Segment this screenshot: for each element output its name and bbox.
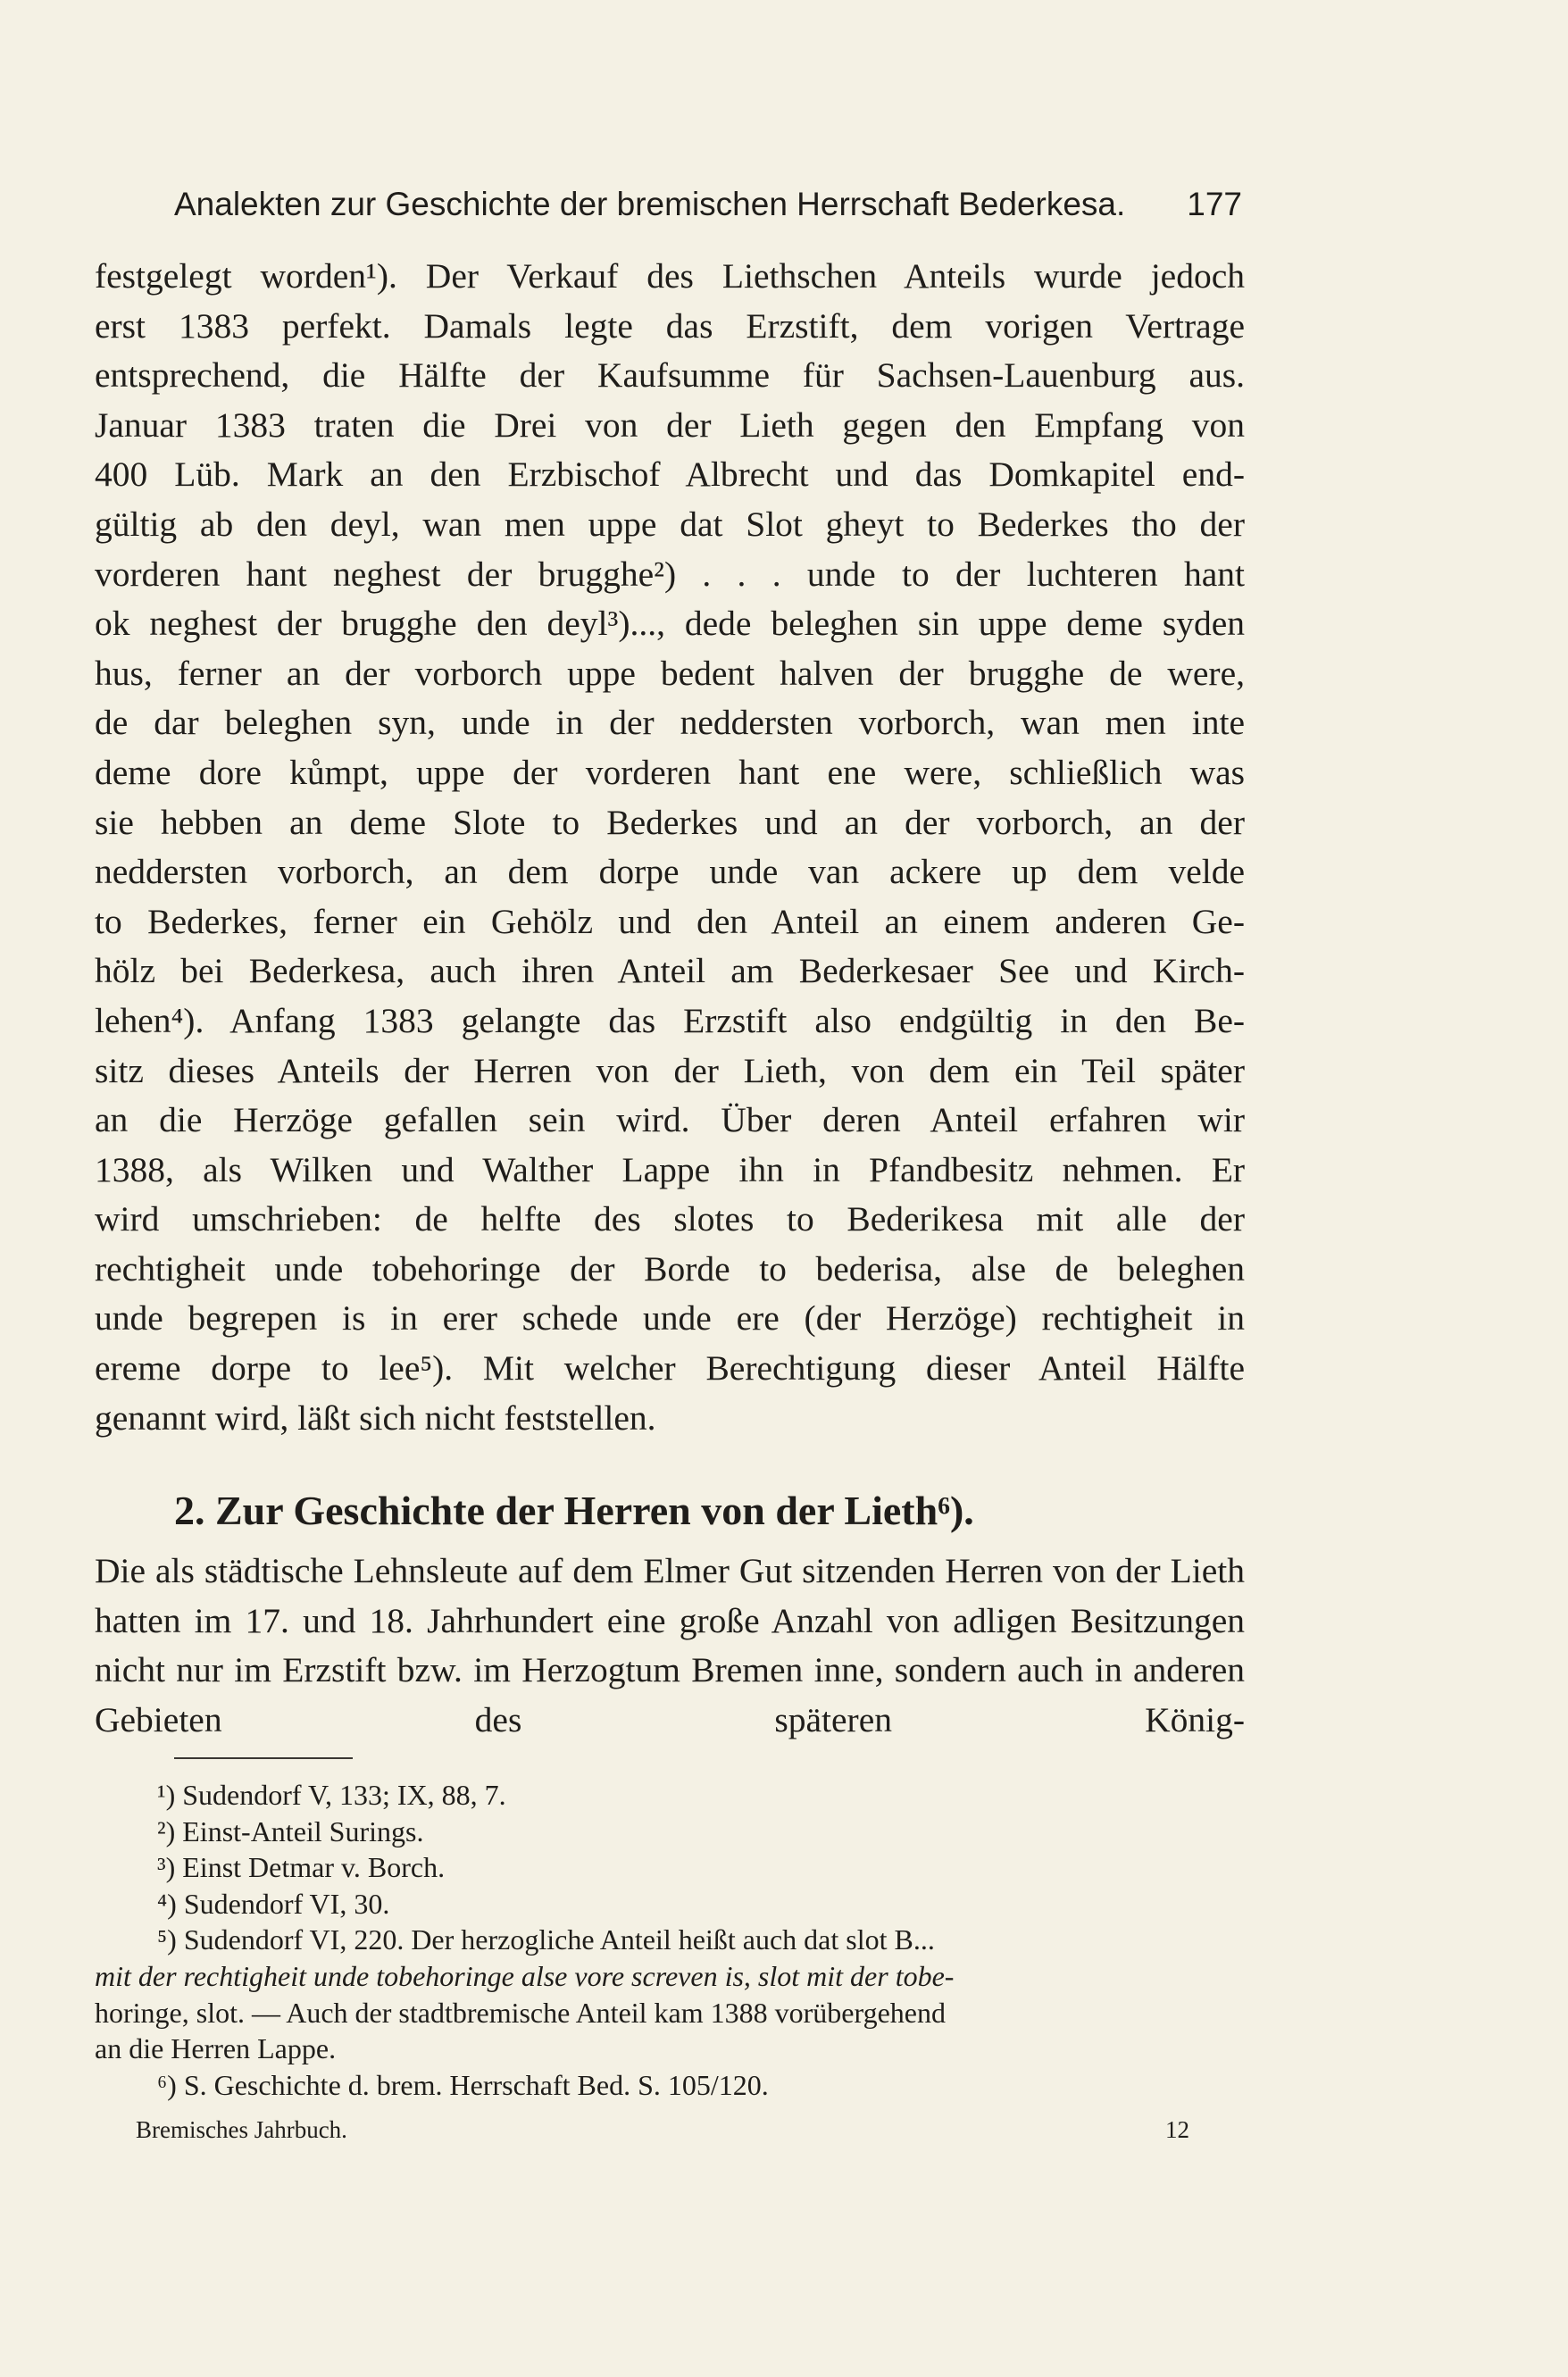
- body-line: ok neghest der brugghe den deyl³)..., dede beleghen sin uppe deme syden: [95, 604, 1245, 644]
- body-line: lehen⁴). Anfang 1383 gelangte das Erzstift also endgültig in den Be-: [95, 1000, 1245, 1040]
- footnote-5: ⁵) Sudendorf VI, 220. Der herzogliche Anteil heißt auch dat slot B...: [157, 1923, 935, 1956]
- body-line: vorderen hant neghest der brugghe²) . . . unde to der luchteren hant: [95, 554, 1245, 594]
- section-line: Bremen inne, sondern auch in anderen Gebieten des späteren König-: [95, 1650, 1246, 1739]
- body-line: unde begrepen is in erer schede unde ere (der Herzöge) rechtigheit in: [95, 1298, 1245, 1339]
- page-footer: [136, 2116, 1189, 2144]
- section-paragraph: [95, 1547, 1245, 1745]
- section-line: von adligen Besitzungen nicht nur im Erzstift bzw. im Herzogtum: [95, 1600, 1245, 1690]
- body-line: sie hebben an deme Slote to Bederkes und an der vorborch, an der: [95, 802, 1245, 842]
- body-line: festgelegt worden¹). Der Verkauf des Liethschen Anteils wurde jedoch: [95, 256, 1245, 296]
- footnote-3: ³) Einst Detmar v. Borch.: [157, 1851, 446, 1884]
- body-line: hölz bei Bederkesa, auch ihren Anteil am Bederkesaer See und Kirch-: [95, 951, 1245, 991]
- body-line: erst 1383 perfekt. Damals legte das Erzstift, dem vorigen Vertrage: [95, 305, 1245, 346]
- footnote-2: ²) Einst-Anteil Surings.: [157, 1814, 424, 1847]
- journal-name: Bremisches Jahrbuch.: [136, 2116, 347, 2143]
- footnote-1: ¹) Sudendorf V, 133; IX, 88, 7.: [157, 1779, 506, 1811]
- body-line: de dar beleghen syn, unde in der neddersten vorborch, wan men inte: [95, 703, 1245, 743]
- body-line: gültig ab den deyl, wan men uppe dat Slot gheyt to Bederkes tho der: [95, 504, 1245, 544]
- body-line: ereme dorpe to lee⁵). Mit welcher Berechtigung dieser Anteil Hälfte: [95, 1348, 1245, 1389]
- body-line: Januar 1383 traten die Drei von der Lieth gegen den Empfang von: [95, 405, 1245, 445]
- body-line: entsprechend, die Hälfte der Kaufsumme für Sachsen-Lauenburg aus.: [95, 355, 1245, 396]
- section-line: Die als städtische Lehnsleute auf dem Elmer Gut sitzenden Herren: [95, 1551, 1043, 1590]
- body-line: genannt wird, läßt sich nicht feststellen.: [95, 1397, 656, 1438]
- body-line: sitz dieses Anteils der Herren von der Lieth, von dem ein Teil später: [95, 1050, 1245, 1090]
- section-line: von der Lieth hatten im 17. und 18. Jahrhundert eine große Anzahl: [95, 1551, 1245, 1640]
- body-line: hus, ferner an der vorborch uppe bedent halven der brugghe de were,: [95, 653, 1245, 693]
- footnotes: [95, 1777, 1245, 2103]
- running-header: [174, 186, 1242, 223]
- footnote-4: ⁴) Sudendorf VI, 30.: [157, 1887, 390, 1920]
- footnote-5-cont: horinge, slot. — Auch der stadtbremische Anteil kam 1388 vorübergehend: [95, 1996, 946, 2029]
- signature-mark: 12: [1165, 2116, 1189, 2143]
- body-line: neddersten vorborch, an dem dorpe unde van ackere up dem velde: [95, 852, 1245, 892]
- body-line: to Bederkes, ferner ein Gehölz und den Anteil an einem anderen Ge-: [95, 901, 1245, 941]
- footnote-6: ⁶) S. Geschichte d. brem. Herrschaft Bed. S. 105/120.: [157, 2068, 769, 2101]
- body-line: rechtigheit unde tobehoringe der Borde to bederisa, alse de beleghen: [95, 1248, 1245, 1289]
- body-line: deme dore kůmpt, uppe der vorderen hant ene were, schließlich was: [95, 752, 1245, 792]
- footnote-divider: [174, 1757, 353, 1759]
- footnote-5-cont: mit der rechtigheit unde tobehoringe alse vore screven is, slot mit der tobe-: [95, 1959, 955, 1992]
- body-paragraph: [95, 252, 1245, 1443]
- body-line: 400 Lüb. Mark an den Erzbischof Albrecht und das Domkapitel end-: [95, 455, 1245, 495]
- body-line: 1388, als Wilken und Walther Lappe ihn in Pfandbesitz nehmen. Er: [95, 1149, 1245, 1189]
- running-title: Analekten zur Geschichte der bremischen Herrschaft Bederkesa.: [174, 186, 1126, 222]
- body-line: wird umschrieben: de helfte des slotes to Bederikesa mit alle der: [95, 1199, 1245, 1239]
- footnote-5-cont: an die Herren Lappe.: [95, 2032, 337, 2065]
- body-line: an die Herzöge gefallen sein wird. Über deren Anteil erfahren wir: [95, 1100, 1245, 1140]
- section-heading: 2. Zur Geschichte der Herren von der Lieth⁶).: [174, 1488, 974, 1533]
- page-number: 177: [1187, 186, 1242, 222]
